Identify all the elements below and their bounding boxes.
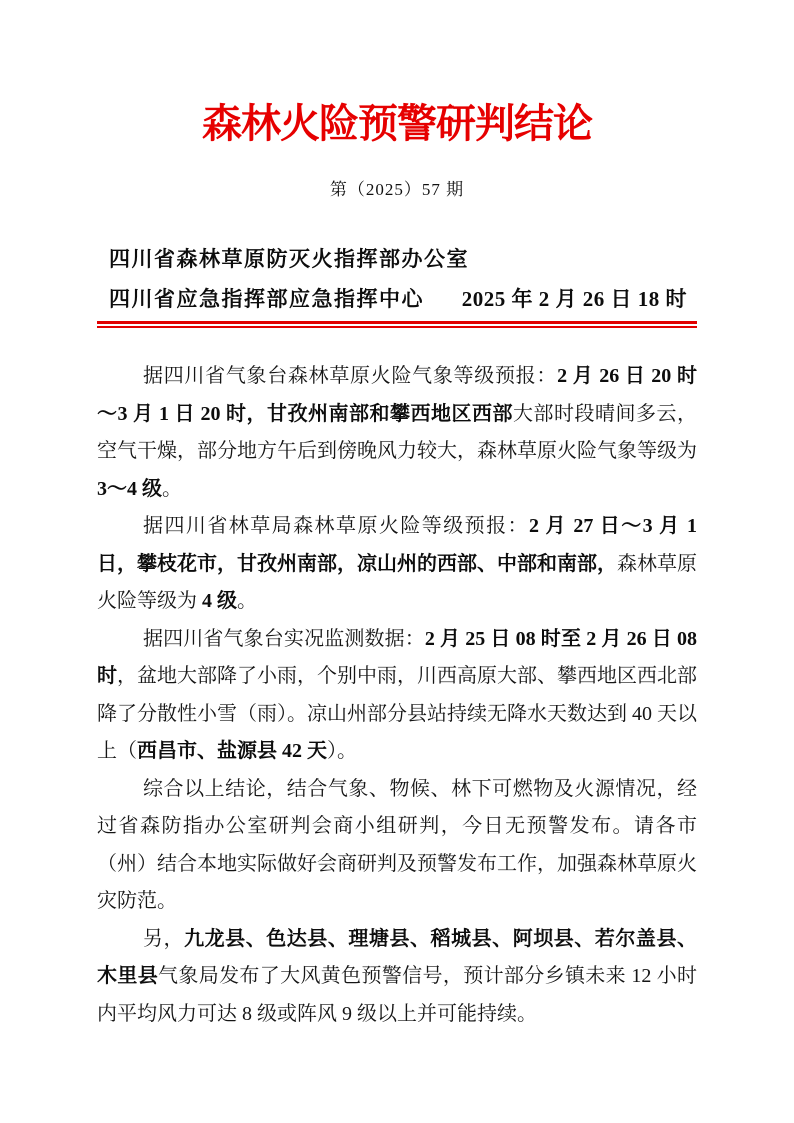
text-segment: 大部时段晴间多云，空气干燥，部分地方午后到傍晚风力较大，森林草原火险气象等级为: [97, 402, 697, 462]
paragraph: [97, 921, 697, 1034]
text-segment-bold: 3～4 级: [97, 477, 162, 500]
text-segment: 另，: [143, 927, 185, 950]
text-segment: 据四川省气象台森林草原火险气象等级预报：: [143, 365, 558, 387]
text-segment-bold: 九龙县、色达县、理塘县、稻城县、阿坝县、若尔盖县、木里县: [97, 927, 698, 987]
text-segment: 据四川省林草局森林草原火险等级预报：: [143, 515, 529, 537]
text-segment: 据四川省气象台实况监测数据：: [143, 627, 425, 650]
text-segment: ）。: [327, 740, 357, 762]
text-segment: 森林草原火险等级为: [97, 552, 697, 612]
text-segment-bold: 2 月 26 日 20 时～3 月 1 日 20 时，甘孜州南部和攀西地区西部: [97, 365, 698, 425]
sender-row-2: [109, 279, 687, 319]
text-segment-bold: 4 级: [202, 590, 237, 612]
red-rule-thin: [97, 326, 697, 328]
text-segment: 。: [162, 477, 182, 500]
sender-office-2: 四川省应急指挥部应急指挥中心: [109, 287, 424, 311]
text-segment-bold: 西昌市、盐源县 42 天: [137, 740, 327, 762]
text-segment: 气象局发布了大风黄色预警信号，预计部分乡镇未来 12 小时内平均风力可达 8 级或阵风 9 级以上并可能持续。: [97, 965, 698, 1025]
text-segment: 。: [237, 590, 257, 612]
paragraph: [97, 508, 697, 621]
text-segment-bold: 2 月 27 日～3 月 1 日，攀枝花市，甘孜州南部，凉山州的西部、中部和南部，: [97, 515, 697, 575]
document-datetime: 2025 年 2 月 26 日 18 时: [461, 287, 687, 311]
sender-block: [97, 239, 697, 319]
text-segment-bold: 2 月 25 日 08 时至 2 月 26 日 08 时: [97, 627, 698, 687]
document-body: [97, 358, 697, 1033]
text-segment: ，盆地大部降了小雨，个别中雨，川西高原大部、攀西地区西北部降了分散性小雪（雨）。凉山州部分县站持续无降水天数达到 40 天以上（: [97, 665, 697, 762]
issue-number: 第（2025）57 期: [329, 180, 465, 199]
document-title: 森林火险预警研判结论: [202, 101, 592, 146]
paragraph: [97, 621, 697, 771]
paragraph: [97, 358, 697, 508]
sender-row-1: [109, 239, 687, 279]
red-rule-thick: [97, 321, 697, 324]
paragraph: [97, 771, 697, 921]
text-segment: 综合以上结论，结合气象、物候、林下可燃物及火源情况，经过省森防指办公室研判会商小组研判，今日无预警发布。请各市（州）结合本地实际做好会商研判及预警发布工作，加强森林草原火灾防范。: [97, 777, 697, 912]
sender-office-1: 四川省森林草原防灭火指挥部办公室: [109, 247, 469, 271]
